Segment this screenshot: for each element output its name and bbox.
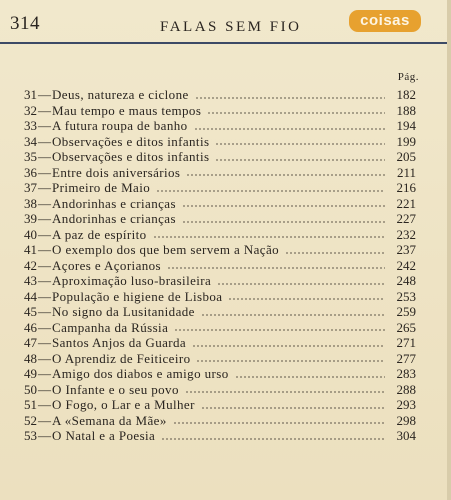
table-of-contents [24, 87, 416, 444]
dot-leader [156, 190, 385, 192]
entry-dash: — [38, 397, 51, 412]
entry-number: 46 [24, 319, 37, 335]
entry-dash: — [38, 304, 51, 319]
entry-page-number: 253 [396, 288, 416, 304]
toc-entry [24, 227, 416, 243]
entry-dash: — [38, 366, 51, 381]
dot-leader [235, 376, 385, 378]
entry-number: 53 [24, 428, 37, 443]
entry-title: Andorinhas e crianças [52, 195, 176, 211]
entry-dash: — [38, 226, 51, 242]
entry-page-number: 232 [396, 226, 416, 242]
entry-title: Campanha da Rússia [52, 319, 169, 335]
entry-page-number: 304 [396, 428, 416, 443]
entry-number: 32 [24, 102, 37, 118]
entry-page-number: 259 [396, 304, 416, 319]
page-edge [447, 0, 451, 500]
entry-number: 43 [24, 273, 37, 288]
entry-dash: — [38, 102, 51, 118]
entry-page-number: 298 [396, 412, 416, 428]
dot-leader [182, 205, 385, 207]
entry-page-number: 242 [396, 257, 416, 273]
entry-dash: — [38, 350, 51, 366]
entry-dash: — [38, 149, 51, 164]
toc-entry [24, 289, 416, 305]
entry-title: O Infante e o seu povo [52, 381, 179, 397]
entry-number: 51 [24, 397, 37, 412]
dot-leader [215, 143, 385, 145]
toc-entry [24, 118, 416, 134]
entry-title: A paz de espírito [52, 226, 147, 242]
entry-page-number: 188 [396, 102, 416, 118]
entry-title: Observações e ditos infantis [52, 133, 210, 149]
dot-leader [201, 314, 385, 316]
dot-leader [194, 128, 385, 130]
entry-page-number: 199 [396, 133, 416, 149]
toc-entry [24, 320, 416, 336]
toc-entry [24, 87, 416, 103]
toc-entry [24, 335, 416, 351]
entry-page-number: 221 [396, 195, 416, 211]
dot-leader [201, 407, 385, 409]
toc-entry [24, 211, 416, 227]
dot-leader [173, 422, 385, 424]
header-rule [0, 42, 451, 44]
entry-number: 35 [24, 149, 37, 164]
entry-title: Aproximação luso-brasileira [52, 273, 212, 288]
toc-entry [24, 428, 416, 444]
entry-dash: — [38, 87, 51, 102]
entry-page-number: 288 [396, 381, 416, 397]
entry-number: 42 [24, 257, 37, 273]
entry-page-number: 205 [396, 149, 416, 164]
entry-number: 41 [24, 242, 37, 257]
entry-title: População e higiene de Lisboa [52, 288, 223, 304]
entry-dash: — [38, 242, 51, 257]
toc-entry [24, 134, 416, 150]
entry-dash: — [38, 195, 51, 211]
entry-title: A «Semana da Mãe» [52, 412, 167, 428]
entry-number: 52 [24, 412, 37, 428]
dot-leader [174, 329, 385, 331]
toc-entry [24, 258, 416, 274]
dot-leader [153, 236, 385, 238]
entry-number: 36 [24, 164, 37, 180]
entry-page-number: 237 [396, 242, 416, 257]
dot-leader [215, 159, 385, 161]
entry-number: 47 [24, 335, 37, 350]
entry-title: O exemplo dos que bem servem a Nação [52, 242, 280, 257]
entry-page-number: 265 [396, 319, 416, 335]
entry-number: 38 [24, 195, 37, 211]
dot-leader [196, 360, 385, 362]
toc-entry [24, 180, 416, 196]
dot-leader [186, 174, 385, 176]
entry-page-number: 211 [396, 164, 416, 180]
entry-dash: — [38, 412, 51, 428]
entry-dash: — [38, 381, 51, 397]
toc-entry [24, 273, 416, 289]
entry-dash: — [38, 288, 51, 304]
entry-title: Santos Anjos da Guarda [52, 335, 187, 350]
entry-title: Amigo dos diabos e amigo urso [52, 366, 229, 381]
entry-number: 50 [24, 381, 37, 397]
entry-title: O Natal e a Poesia [52, 428, 156, 443]
dot-leader [217, 283, 385, 285]
entry-dash: — [38, 164, 51, 180]
dot-leader [167, 267, 385, 269]
entry-number: 39 [24, 211, 37, 226]
entry-dash: — [38, 428, 51, 443]
entry-dash: — [38, 118, 51, 133]
toc-entry [24, 366, 416, 382]
entry-dash: — [38, 335, 51, 350]
toc-entry [24, 351, 416, 367]
entry-page-number: 227 [396, 211, 416, 226]
entry-dash: — [38, 273, 51, 288]
dot-leader [185, 391, 385, 393]
entry-title: Mau tempo e maus tempos [52, 102, 202, 118]
toc-entry [24, 304, 416, 320]
entry-number: 45 [24, 304, 37, 319]
watermark-logo: coisas [349, 10, 421, 32]
toc-entry [24, 149, 416, 165]
entry-number: 37 [24, 180, 37, 195]
toc-entry [24, 382, 416, 398]
entry-number: 44 [24, 288, 37, 304]
dot-leader [285, 252, 385, 254]
entry-page-number: 283 [396, 366, 416, 381]
entry-title: Açores e Açorianos [52, 257, 161, 273]
entry-page-number: 293 [396, 397, 416, 412]
dot-leader [207, 112, 385, 114]
entry-dash: — [38, 180, 51, 195]
dot-leader [192, 345, 385, 347]
entry-number: 49 [24, 366, 37, 381]
toc-entry [24, 242, 416, 258]
toc-entry [24, 196, 416, 212]
entry-dash: — [38, 319, 51, 335]
toc-entry [24, 103, 416, 119]
running-title: FALAS SEM FIO [160, 19, 302, 35]
page-header [0, 0, 451, 46]
toc-entry [24, 165, 416, 181]
dot-leader [195, 97, 385, 99]
entry-page-number: 194 [396, 118, 416, 133]
entry-title: A futura roupa de banho [52, 118, 188, 133]
entry-number: 40 [24, 226, 37, 242]
entry-dash: — [38, 211, 51, 226]
entry-title: O Aprendiz de Feiticeiro [52, 350, 191, 366]
dot-leader [182, 221, 385, 223]
toc-entry [24, 397, 416, 413]
entry-title: Entre dois aniversários [52, 164, 181, 180]
toc-entry [24, 413, 416, 429]
entry-dash: — [38, 257, 51, 273]
entry-title: O Fogo, o Lar e a Mulher [52, 397, 195, 412]
entry-page-number: 182 [396, 87, 416, 102]
entry-page-number: 277 [396, 350, 416, 366]
dot-leader [161, 438, 385, 440]
entry-title: Deus, natureza e ciclone [52, 87, 189, 102]
entry-page-number: 216 [396, 180, 416, 195]
entry-number: 48 [24, 350, 37, 366]
entry-title: Primeiro de Maio [52, 180, 151, 195]
entry-page-number: 248 [396, 273, 416, 288]
entry-page-number: 271 [396, 335, 416, 350]
page-column-header: Pág. [397, 71, 419, 83]
entry-title: Andorinhas e crianças [52, 211, 176, 226]
entry-dash: — [38, 133, 51, 149]
entry-number: 31 [24, 87, 37, 102]
dot-leader [228, 298, 385, 300]
page-number: 314 [10, 13, 40, 34]
entry-number: 33 [24, 118, 37, 133]
entry-number: 34 [24, 133, 37, 149]
entry-title: No signo da Lusitanidade [52, 304, 195, 319]
entry-title: Observações e ditos infantis [52, 149, 210, 164]
